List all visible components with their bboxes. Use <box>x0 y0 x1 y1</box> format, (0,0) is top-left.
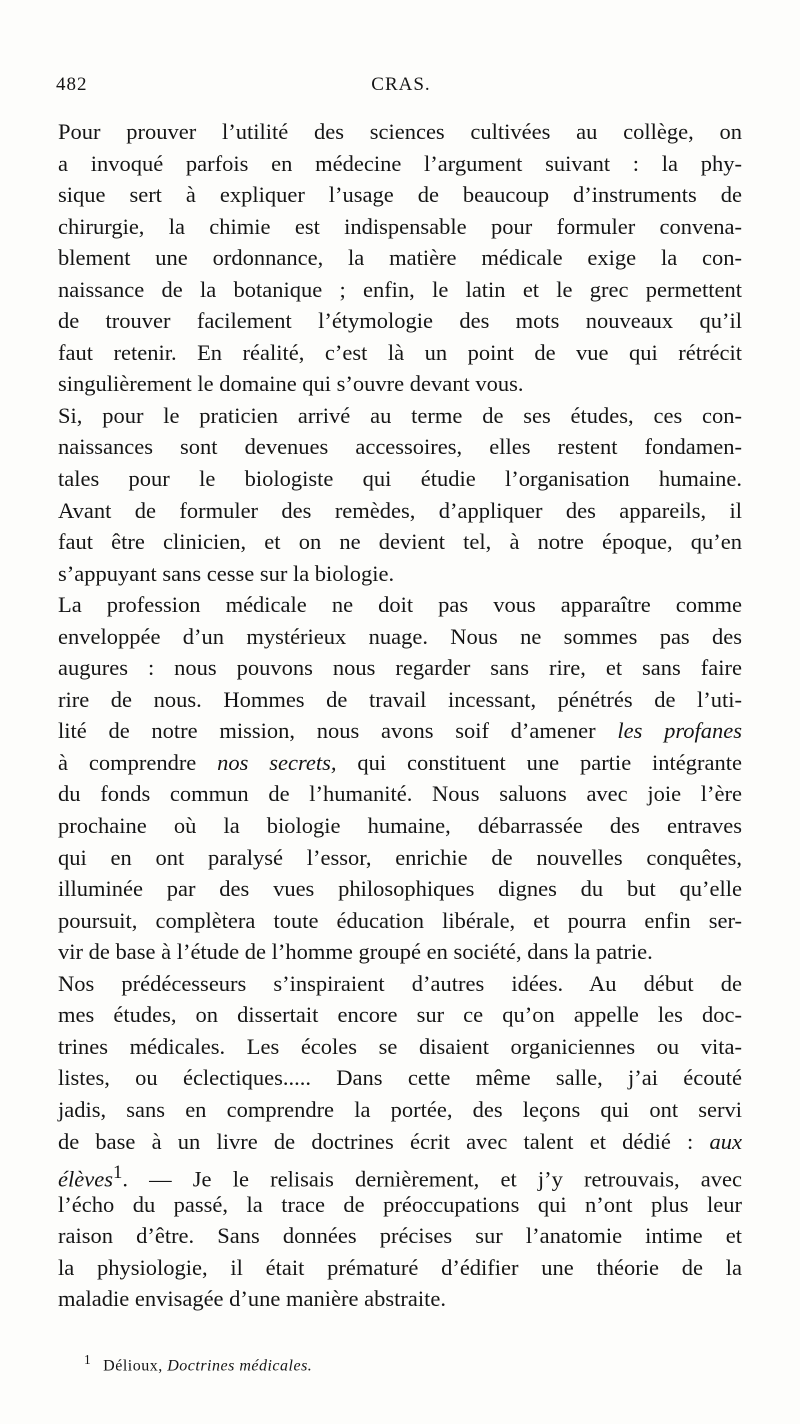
running-head <box>56 74 746 104</box>
text-line: faut retenir. En réalité, c’est là un point de vue qui rétrécit <box>58 339 742 365</box>
text-line: Pour prouver l’utilité des sciences cultivées au collège, on <box>58 119 742 144</box>
text-line: sique sert à expliquer l’usage de beaucoup d’instruments de <box>58 182 742 208</box>
emphasis-text: les profanes <box>617 718 742 744</box>
text-line: qui en ont paralysé l’essor, enrichie de nouvelles conquêtes, <box>58 844 742 870</box>
paragraph-2 <box>58 400 742 589</box>
text-run: de base à un livre de doctrines écrit avec talent et dédié : <box>58 1128 694 1154</box>
text-run: lité de notre mission, nous avons soif d’amener <box>58 718 596 744</box>
text-line: vir de base à l’étude de l’homme groupé en société, dans la patrie. <box>58 939 653 965</box>
footnote-work-title: Doctrines médicales. <box>167 1357 313 1375</box>
text-line: augures : nous pouvons nous regarder sans rire, et sans faire <box>58 655 742 681</box>
text-line: jadis, sans en comprendre la portée, des leçons qui ont servi <box>58 1096 742 1122</box>
text-line: poursuit, complètera toute éducation libérale, et pourra enfin ser- <box>58 907 742 933</box>
text-line: l’écho du passé, la trace de préoccupations qui n’ont plus leur <box>58 1191 742 1217</box>
text-line: faut être clinicien, et on ne devient tel, à notre époque, qu’en <box>58 529 742 555</box>
text-line <box>58 1126 742 1158</box>
text-line: prochaine où la biologie humaine, débarrassée des entraves <box>58 813 742 839</box>
text-line: Avant de formuler des remèdes, d’appliquer des appareils, il <box>58 497 742 523</box>
text-run: à comprendre <box>58 749 197 775</box>
footnote-reference[interactable]: 1 <box>112 1162 123 1184</box>
text-line: naissances sont devenues accessoires, elles restent fondamen- <box>58 434 742 460</box>
emphasis-text: nos secrets, <box>217 749 337 775</box>
text-line: la physiologie, il était prématuré d’édifier une théorie de la <box>58 1254 742 1280</box>
text-line: La profession médicale ne doit pas vous apparaître comme <box>58 592 742 618</box>
paragraph-4 <box>58 968 742 1315</box>
text-line <box>58 1157 742 1192</box>
page-number: 482 <box>56 74 88 95</box>
body-text <box>58 116 742 1315</box>
text-line: a invoqué parfois en médecine l’argument suivant : la phy- <box>58 150 742 176</box>
text-run: qui constituent une partie intégrante <box>357 749 742 775</box>
text-line: enveloppée d’un mystérieux nuage. Nous ne sommes pas des <box>58 623 742 649</box>
text-line: Si, pour le praticien arrivé au terme de ses études, ces con- <box>58 402 742 428</box>
text-line: Nos prédécesseurs s’inspiraient d’autres idées. Au début de <box>58 970 742 996</box>
paragraph-1 <box>58 116 742 400</box>
text-line: chirurgie, la chimie est indispensable pour formuler convena- <box>58 213 742 239</box>
footnote-author: Délioux, <box>103 1357 163 1375</box>
text-line: maladie envisagée d’une manière abstraite. <box>58 1286 446 1312</box>
text-line: illuminée par des vues philosophiques dignes du but qu’elle <box>58 876 742 902</box>
text-line: s’appuyant sans cesse sur la biologie. <box>58 560 395 586</box>
text-line: singulièrement le domaine qui s’ouvre devant vous. <box>58 371 524 397</box>
emphasis-text: aux <box>709 1128 743 1154</box>
paragraph-3 <box>58 589 742 968</box>
text-line <box>58 715 742 747</box>
text-run: . — Je le relisais dernièrement, et j’y retrouvais, avec <box>122 1166 742 1192</box>
text-line: raison d’être. Sans données précises sur l’anatomie intime et <box>58 1223 742 1249</box>
text-line: mes études, on dissertait encore sur ce qu’on appelle les doc- <box>58 1002 742 1028</box>
text-line: trines médicales. Les écoles se disaient organiciennes ou vita- <box>58 1033 742 1059</box>
footnote-number: 1 <box>84 1352 92 1367</box>
text-line: tales pour le biologiste qui étudie l’organisation humaine. <box>58 466 742 492</box>
emphasis-text: élèves <box>58 1166 113 1192</box>
text-line: de trouver facilement l’étymologie des mots nouveaux qu’il <box>58 308 742 334</box>
text-line: naissance de la botanique ; enfin, le latin et le grec permettent <box>58 276 742 302</box>
running-title: CRAS. <box>371 74 431 95</box>
text-line: du fonds commun de l’humanité. Nous saluons avec joie l’ère <box>58 781 742 807</box>
text-line: rire de nous. Hommes de travail incessant, pénétrés de l’uti- <box>58 686 742 712</box>
text-line: listes, ou éclectiques..... Dans cette même salle, j’ai écouté <box>58 1065 742 1091</box>
footnote <box>84 1352 484 1375</box>
text-line: blement une ordonnance, la matière médicale exige la con- <box>58 245 742 271</box>
text-line <box>58 747 742 779</box>
